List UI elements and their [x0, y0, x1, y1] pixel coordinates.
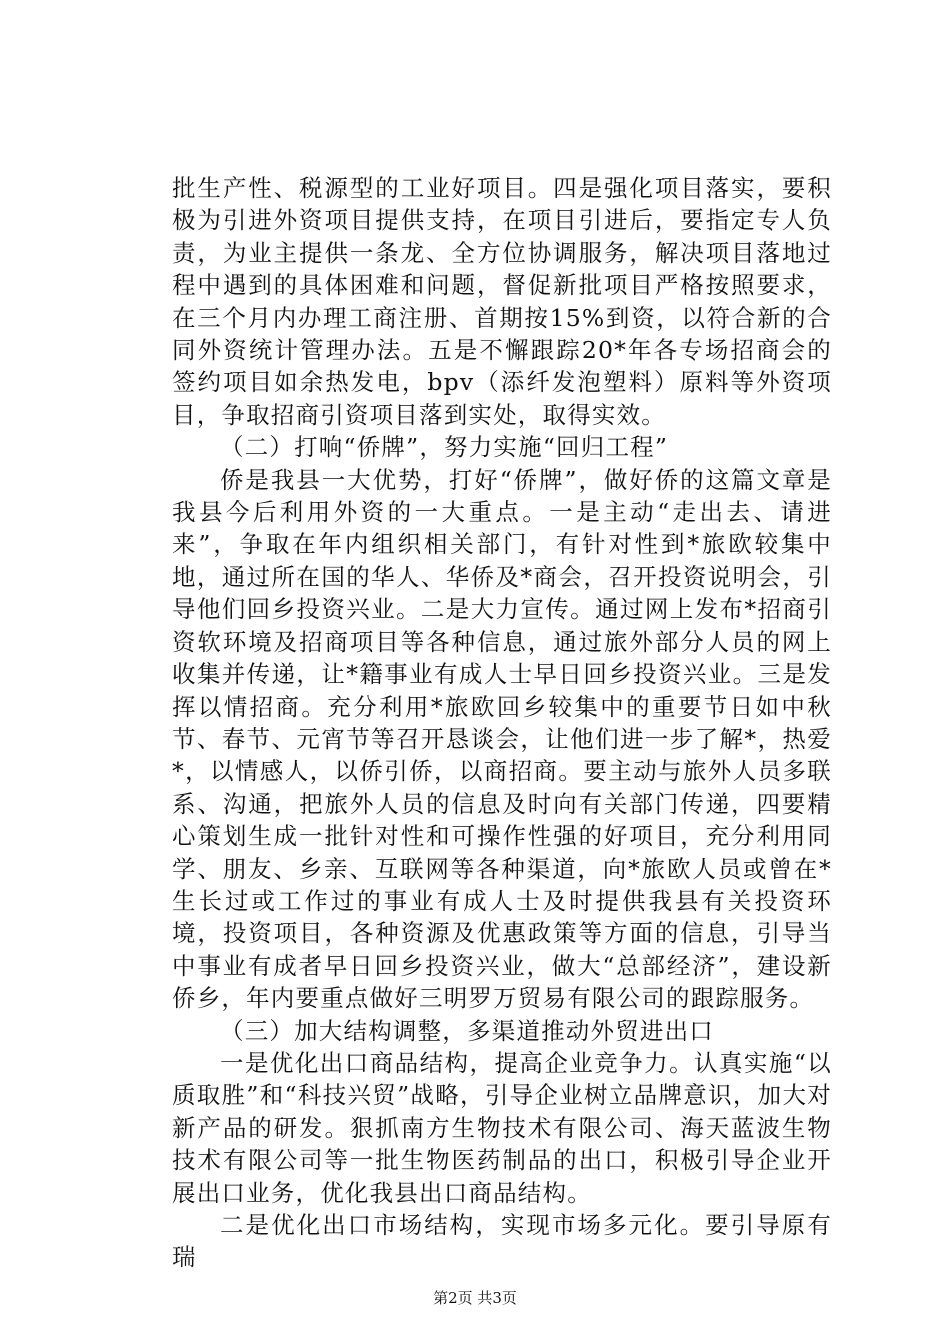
section-heading-2: （二）打响“侨牌”，努力实施“回归工程”: [220, 433, 669, 462]
document-body: [172, 172, 832, 1274]
paragraph-export-structure: 一是优化出口商品结构，提高企业竞争力。认真实施“以质取胜”和“科技兴贸”战略，引导企业树立品牌意识，加大对新产品的研发。狠抓南方生物技术有限公司、海天蓝波生物技术有限公司等一批生物医药制品的出口，积极引导企业开展出口业务，优化我县出口商品结构。: [172, 1048, 832, 1207]
paragraph-overseas-chinese: 侨是我县一大优势，打好“侨牌”，做好侨的这篇文章是我县今后利用外资的一大重点。一是主动“走出去、请进来”，争取在年内组织相关部门，有针对性到*旅欧较集中地，通过所在国的华人、华侨及*商会，召开投资说明会，引导他们回乡投资兴业。二是大力宣传。通过网上发布*招商引资软环境及招商项目等各种信息，通过旅外部分人员的网上收集并传递，让*籍事业有成人士早日回乡投资兴业。三是发挥以情招商。充分利用*旅欧回乡较集中的重要节日如中秋节、春节、元宵节等召开恳谈会，让他们进一步了解*，热爱*，以情感人，以侨引侨，以商招商。要主动与旅外人员多联系、沟通，把旅外人员的信息及时向有关部门传递，四要精心策划生成一批针对性和可操作性强的好项目，充分利用同学、朋友、乡亲、互联网等各种渠道，向*旅欧人员或曾在*生长过或工作过的事业有成人士及时提供我县有关投资环境，投资项目，各种资源及优惠政策等方面的信息，引导当中事业有成者早日回乡投资兴业，做大“总部经济”，建设新侨乡，年内要重点做好三明罗万贸易有限公司的跟踪服务。: [172, 465, 832, 1013]
page-number-footer: 第2页 共3页: [433, 1289, 517, 1307]
paragraph-continuation: 批生产性、税源型的工业好项目。四是强化项目落实，要积极为引进外资项目提供支持，在项目引进后，要指定专人负责，为业主提供一条龙、全方位协调服务，解决项目落地过程中遇到的具体困难和问题，督促新批项目严格按照要求，在三个月内办理工商注册、首期按15%到资，以符合新的合同外资统计管理办法。五是不懈跟踪20*年各专场招商会的签约项目如余热发电，bpv（添纤发泡塑料）原料等外资项目，争取招商引资项目落到实处，取得实效。: [172, 174, 832, 429]
section-heading-3: （三）加大结构调整，多渠道推动外贸进出口: [220, 1016, 714, 1045]
paragraph-market-structure: 二是优化出口市场结构，实现市场多元化。要引导原有瑞: [172, 1211, 832, 1272]
